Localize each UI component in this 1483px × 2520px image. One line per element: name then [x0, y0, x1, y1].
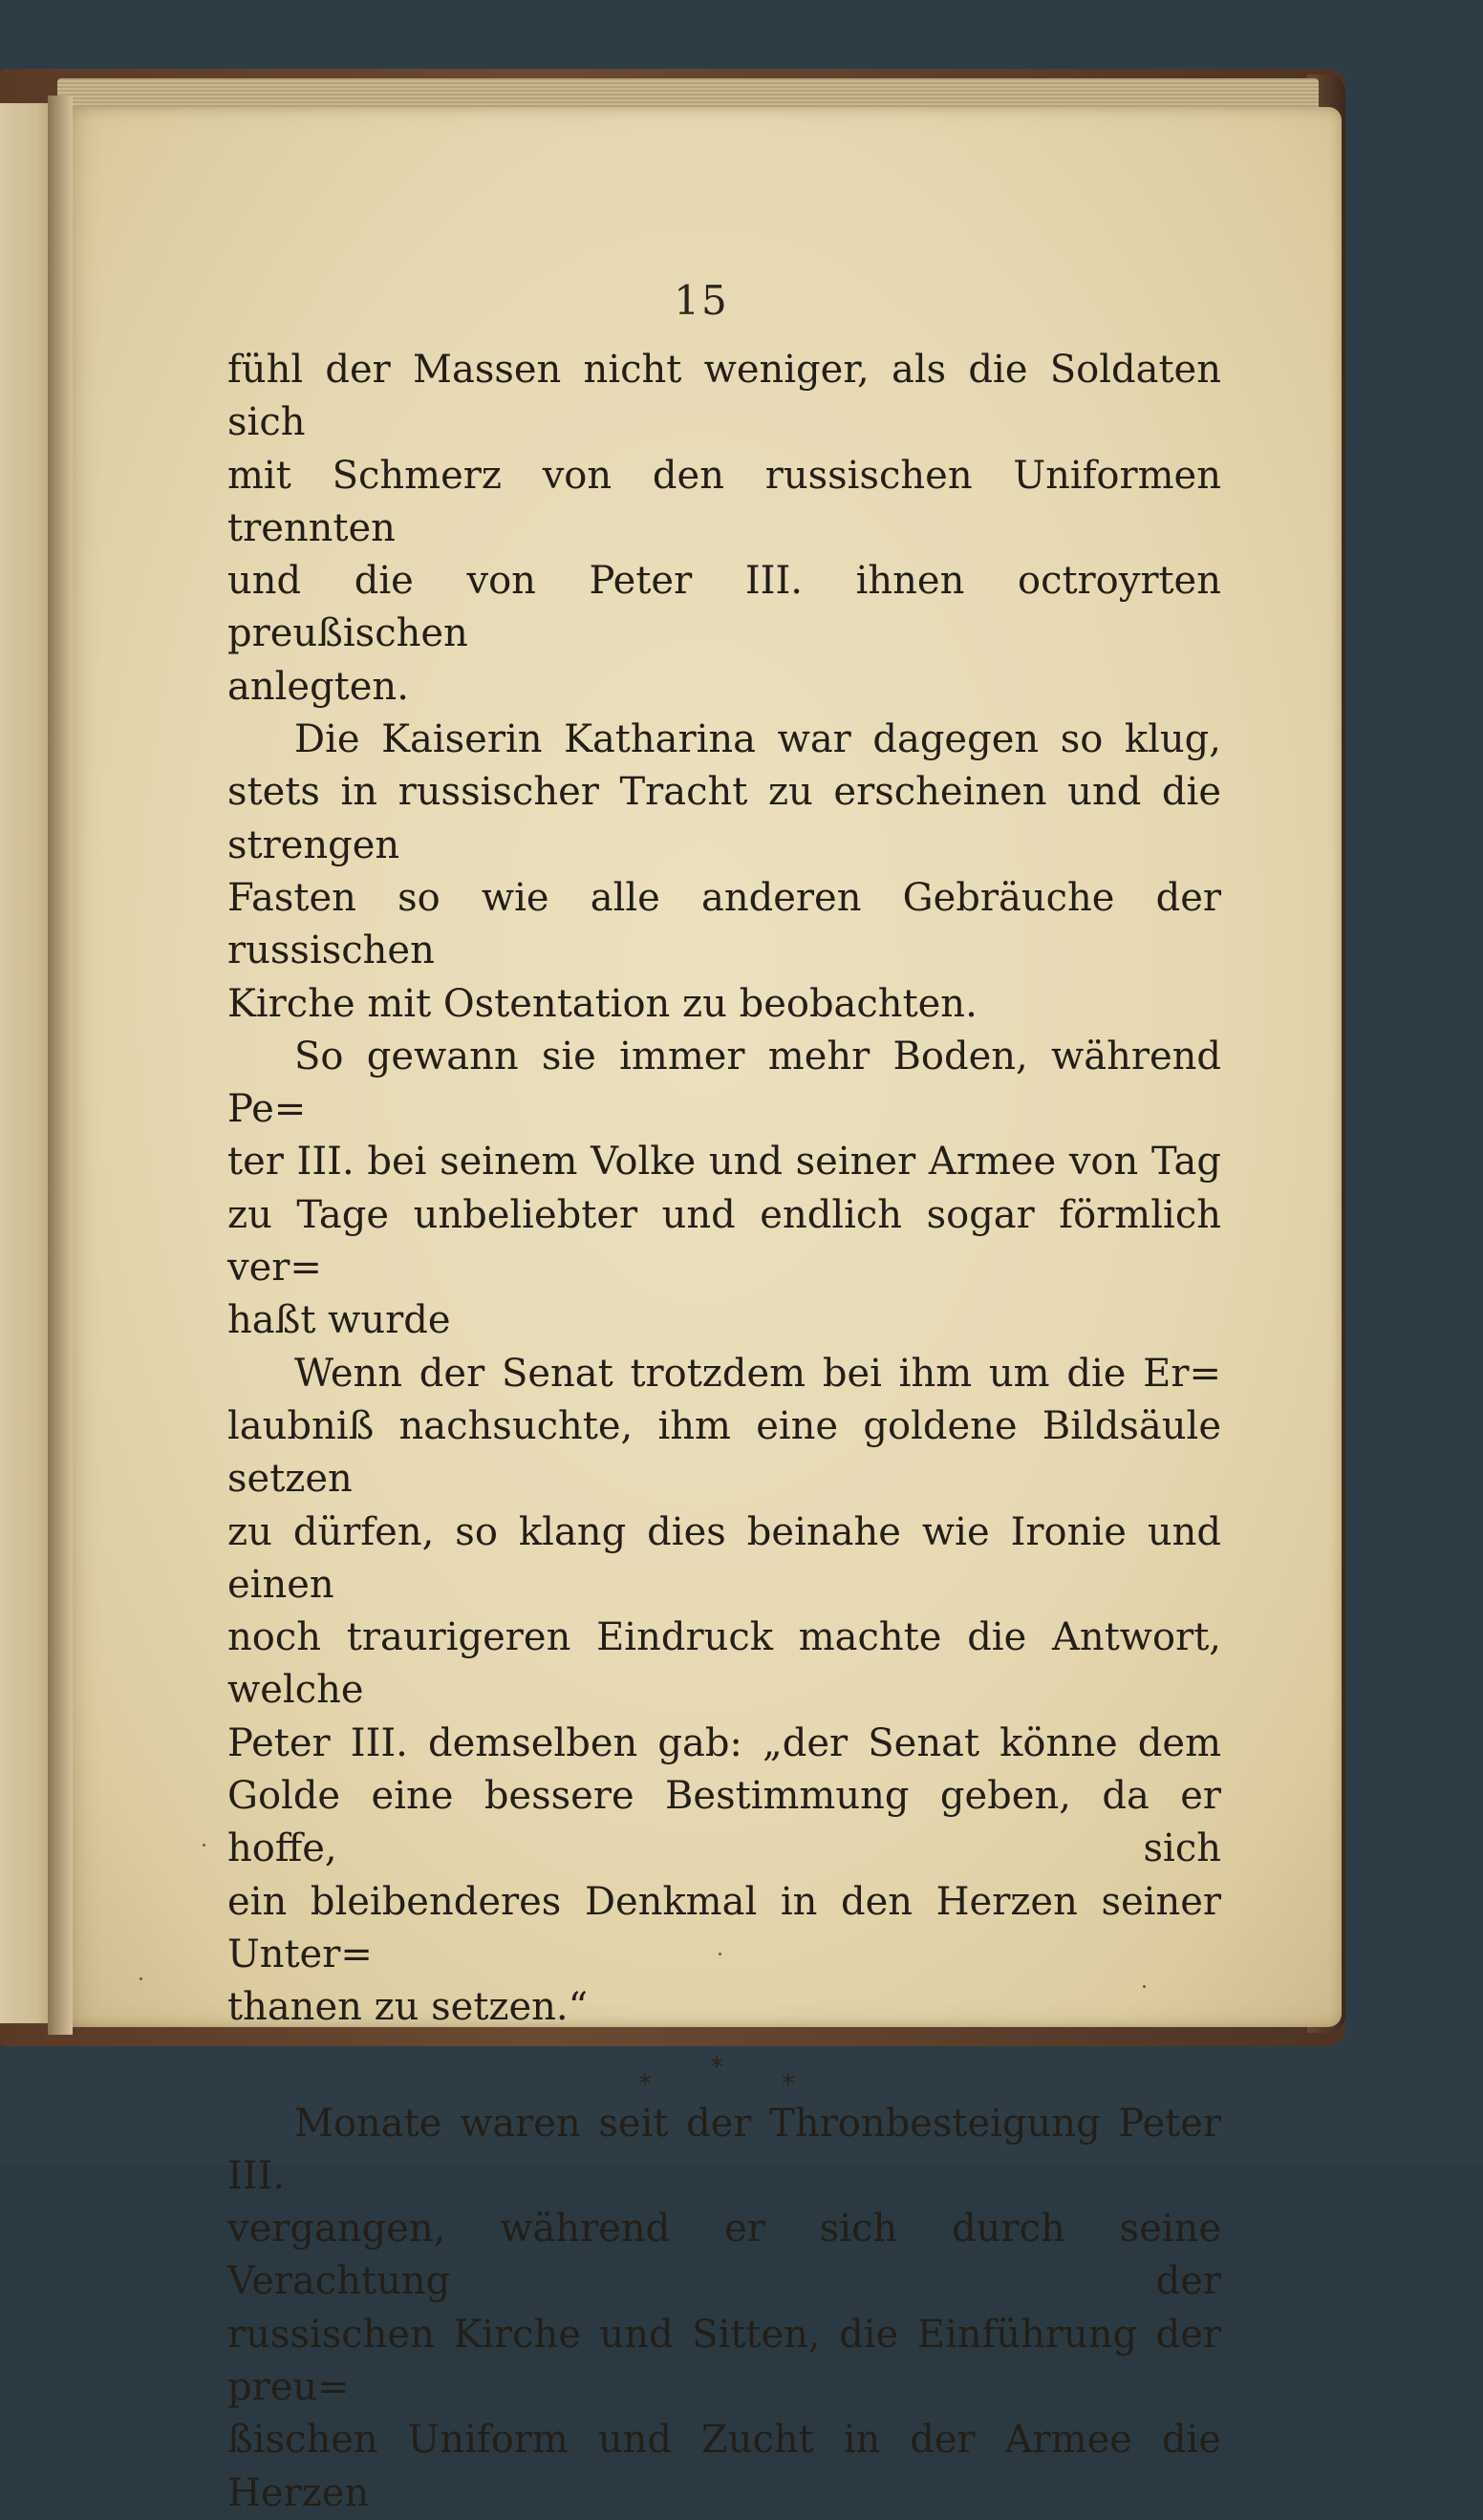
paragraph-end: [227, 978, 1221, 1031]
text-line: ein bleibenderes Denkmal in den Herzen seiner Unter=: [227, 1879, 1221, 1976]
text-line: Peter III. demselben gab: „der Senat könne dem: [227, 1720, 1221, 1765]
text-line: Wenn der Senat trotzdem bei ihm um die Er=: [294, 1351, 1221, 1396]
text-line: Kirche mit Ostentation zu beobachten.: [227, 981, 978, 1026]
text-line: und die von Peter III. ihnen octroyrten preußischen: [227, 559, 1221, 656]
text-line: Golde eine bessere Bestimmung geben, da er hoffe, sich: [227, 1774, 1221, 1871]
paragraph-end: [227, 1981, 1221, 2034]
asterisk-mark: *: [710, 2050, 723, 2082]
text-line: laubniß nachsuchte, ihm eine goldene Bildsäule setzen: [227, 1403, 1221, 1502]
asterisk-mark: *: [782, 2067, 795, 2100]
book-gutter: [48, 96, 73, 2035]
text-line: fühl der Massen nicht weniger, als die Soldaten sich: [227, 348, 1221, 445]
text-line: haßt wurde: [227, 1298, 451, 1343]
text-line: Die Kaiserin Katharina war dagegen so klug,: [294, 717, 1221, 762]
text-line: Fasten so wie alle anderen Gebräuche der russischen: [227, 875, 1221, 973]
asterisk-mark: *: [638, 2067, 652, 2100]
text-line: anlegten.: [227, 664, 409, 709]
section-separator: [227, 2035, 1221, 2098]
text-line: mit Schmerz von den russischen Uniformen trennten: [227, 453, 1221, 550]
text-line: ter III. bei seinem Volke und seiner Armee von Tag: [227, 1140, 1221, 1185]
paragraph: [227, 714, 1221, 977]
paper-speck: [719, 1953, 721, 1955]
text-line: zu dürfen, so klang dies beinahe wie Ironie und einen: [227, 1509, 1221, 1607]
text-line: Monate waren seit der Thronbesteigung Peter III.: [227, 2101, 1221, 2198]
text-line: stets in russischer Tracht zu erscheinen und die strengen: [227, 770, 1221, 867]
text-line: ßischen Uniform und Zucht in der Armee die Herzen: [227, 2418, 1221, 2515]
left-facing-page: [0, 103, 54, 2023]
page-text: [227, 344, 1221, 2520]
text-line: vergangen, während er sich durch seine Verachtung der: [227, 2207, 1221, 2304]
text-line: thanen zu setzen.“: [227, 1985, 589, 2030]
text-line: russischen Kirche und Sitten, die Einführung der preu=: [227, 2312, 1221, 2409]
paragraph-end: [227, 1294, 1221, 1347]
paper-speck: [203, 1844, 205, 1847]
paragraph-end: [227, 661, 1221, 714]
paragraph: [227, 1031, 1221, 1294]
text-line: So gewann sie immer mehr Boden, während Pe=: [227, 1034, 1221, 1132]
text-line: zu Tage unbeliebter und endlich sogar förmlich ver=: [227, 1192, 1221, 1291]
paragraph: [227, 344, 1221, 661]
book-page: [61, 107, 1342, 2515]
text-line: noch traurigeren Eindruck machte die Antwort, welche: [227, 1615, 1221, 1713]
page-number: 15: [674, 277, 729, 324]
paragraph: [227, 1348, 1221, 1982]
paper-speck: [140, 1977, 142, 1980]
paragraph: [227, 2098, 1221, 2520]
paper-speck: [1143, 1985, 1146, 1988]
